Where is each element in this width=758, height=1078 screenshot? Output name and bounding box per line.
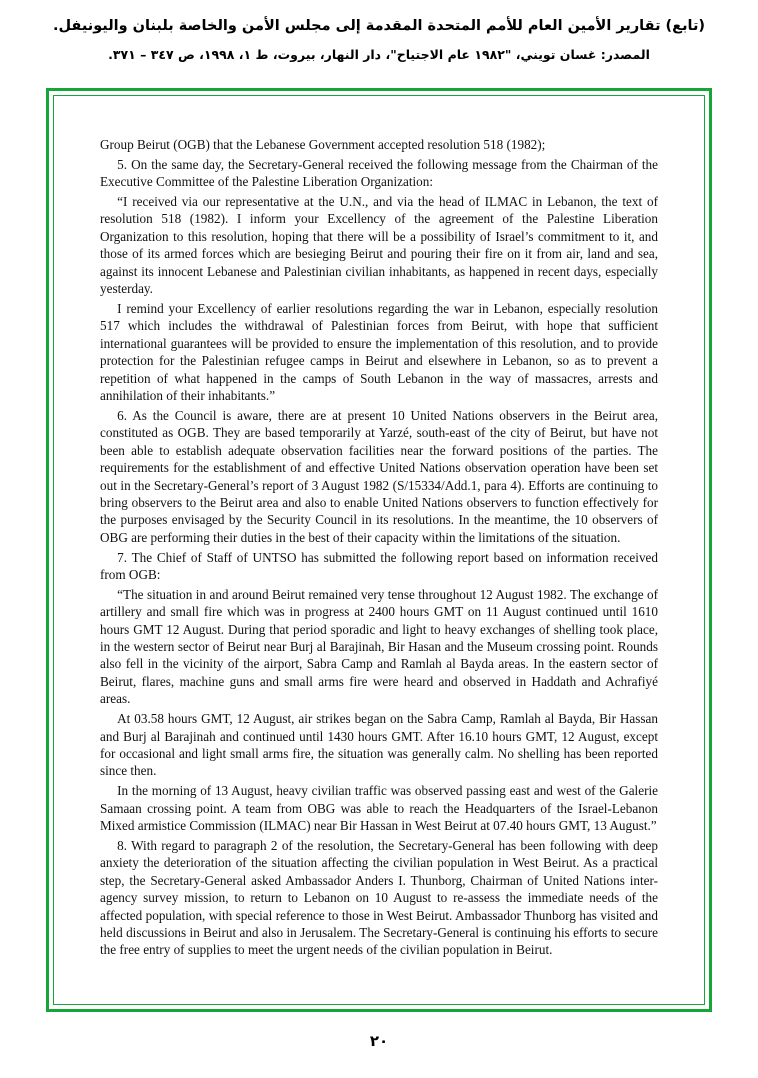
para-report-2: At 03.58 hours GMT, 12 August, air strikes began on the Sabra Camp, Ramlah al Bayda, Bir Hassan and Burj al Barajinah and continued until 1430 hours GMT. After 16.10 hours GMT, 12 August, except for occasional and light small arms fire, the situation was generally calm. No shelling has been reported since then.: [100, 711, 658, 779]
para-5: 5. On the same day, the Secretary-General received the following message from the Chairman of the Executive Committee of the Palestine Liberation Organization:: [100, 156, 658, 190]
page-number: ٢٠: [369, 1032, 389, 1050]
header-arabic-source: المصدر: غسان تويني، "١٩٨٢ عام الاجتياح"، دار النهار، بيروت، ط ١، ١٩٩٨، ص ٣٤٧ – ٣٧١.: [108, 46, 650, 62]
para-7: 7. The Chief of Staff of UNTSO has submitted the following report based on information received from OGB:: [100, 549, 658, 582]
para-6: 6. As the Council is aware, there are at present 10 United Nations observers in the Beirut area, constituted as OGB. They are based temporarily at Yarzé, south-east of the city of Beirut, but have not been able to establish adequate observation facilities near the forward positions of the parties. The requirements for the establishment of and effective United Nations observation operation have been set out in the Secretary-General’s report of 3 August 1982 (S/15334/Add.1, para 4). Efforts are continuing to bring observers to the Beirut area and also to enable United Nations observers to function effectively for the purposes envisaged by the Security Council in its resolutions. In the meantime, the 10 observers of OBG are performing their duties in the best of their capacity within the limitations of the situation.: [100, 407, 658, 545]
green-border-frame: [46, 88, 712, 1012]
page-header: [0, 0, 758, 65]
para-report-1: “The situation in and around Beirut remained very tense throughout 12 August 1982. The exchange of artillery and small fire which was in progress at 2400 hours GMT on 11 August continued until 1610 hours GMT 12 August. During that period sporadic and light to heavy exchanges of shelling took place, in the western sector of Beirut near Burj al Barajinah, Bir Hasan and the Museum crossing point. Rounds also fell in the vicinity of the airport, Sabra Camp and Ramlah al Bayda areas. In the eastern sector of Beirut, flares, machine guns and small arms fire were heard and observed in Haddath and Achrafiyé areas.: [100, 586, 658, 707]
green-border-inner: [53, 95, 705, 1005]
para-8: 8. With regard to paragraph 2 of the resolution, the Secretary-General has been following with deep anxiety the deterioration of the situation affecting the civilian population in West Beirut. As a practical step, the Secretary-General asked Ambassador Anders I. Thunborg, Chairman of United Nations inter-agency survey mission, to return to Lebanon on 10 August to re-assess the immediate needs of the affected population, with special reference to those in West Beirut. Ambassador Thunborg has visited and held discussions in Beirut and also in Jerusalem. The Secretary-General is continuing his efforts to secure the free entry of supplies to meet the urgent needs of the civilian population in Beirut.: [100, 837, 658, 958]
para-plo-message-2: I remind your Excellency of earlier resolutions regarding the war in Lebanon, especially resolution 517 which includes the withdrawal of Palestinian forces from Beirut, with hope that sufficient international guarantees will be provided to ensure the implementation of this resolution, and to provide protection for the Palestinian refugee camps in Beirut and elsewhere in Lebanon, so as to prevent a repetition of what happened in the camps of South Lebanon in the way of massacres, arrests and annihilation of their inhabitants.”: [100, 300, 658, 404]
para-plo-message-1: “I received via our representative at the U.N., and via the head of ILMAC in Lebanon, the text of resolution 518 (1982). I inform your Excellency of the agreement of the Palestine Liberation Organization to this resolution, hoping that there will be a possibility of Israel’s commitment to it, and those of its armed forces which are besieging Beirut and pouring their fire on it from air, land and sea, against its innocent Lebanese and Palestinian civilian inhabitants, as happened in recent days, especially yesterday.: [100, 194, 658, 297]
para-obg-518: Group Beirut (OGB) that the Lebanese Government accepted resolution 518 (1982);: [100, 137, 546, 152]
para-report-3: In the morning of 13 August, heavy civilian traffic was observed passing east and west of the Galerie Samaan crossing point. A team from OBG was able to reach the Headquarters of the Israel-Lebanon Mixed armistice Commission (ILMAC) near Bir Hassan in West Beirut at 07.40 hours GMT, 13 August.”: [100, 783, 658, 834]
header-arabic-title: (تابع) تقارير الأمين العام للأمم المتحدة المقدمة إلى مجلس الأمن والخاصة بلبنان واليونيفل.: [52, 18, 706, 34]
document-text-body: [54, 96, 704, 981]
